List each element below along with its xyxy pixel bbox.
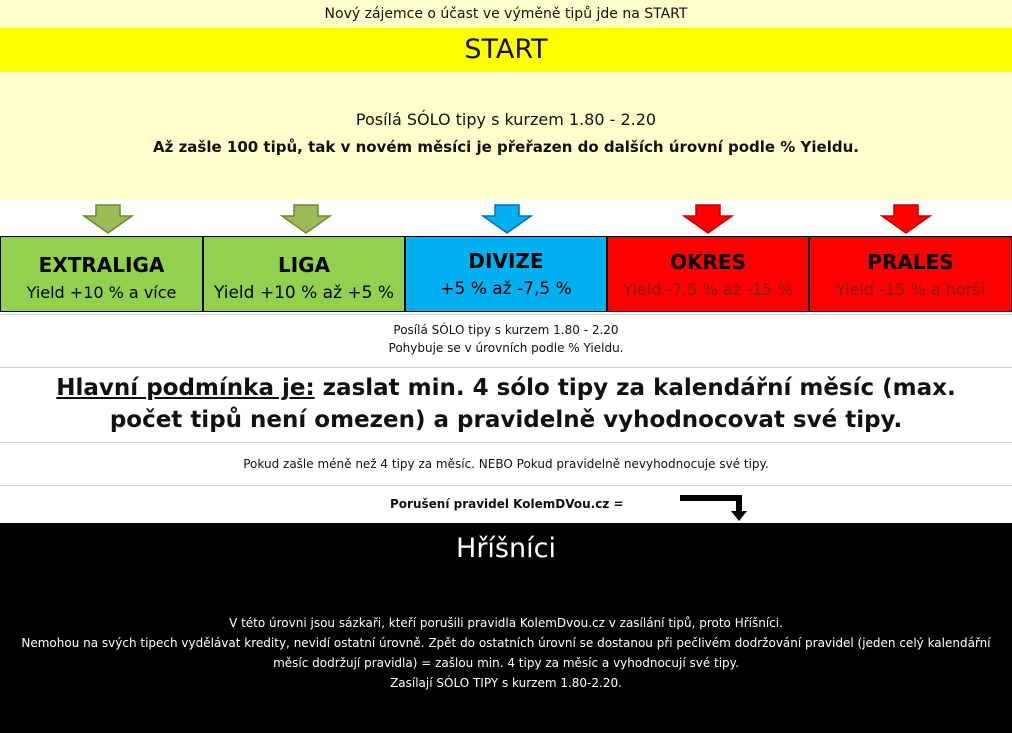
arrow-down-icon [82,204,134,234]
start-promotion-rule: Až zašle 100 tipů, tak v novém měsíci je přeřazen do dalších úrovní podle % Yieldu. [153,138,859,156]
start-title: START [0,28,1012,72]
sinners-line: Nemohou na svých tipech vydělávat kredity, nevidí ostatní úrovně. Zpět do ostatních úrovní se dostanou při pečlivém dodržování pravidel (jeden celý kalendářní [21,636,991,650]
level-name: PRALES [867,250,954,274]
breach-label: Porušení pravidel KolemDVou.cz = [390,497,624,511]
level-name: DIVIZE [468,249,544,273]
level-name: OKRES [670,250,746,274]
level-extraliga [0,236,203,312]
level-liga [203,236,405,312]
level-yield: Yield -15 % a horší [836,280,985,299]
arrow-down-icon [280,204,332,234]
main-condition-text: počet tipů není omezen) a pravidelně vyhodnocovat své tipy. [109,407,903,433]
arrow-down-icon [880,204,932,234]
level-name: EXTRALIGA [38,253,165,277]
sinners-line: V této úrovni jsou sázkaři, kteří porušili pravidla KolemDvou.cz v zasílání tipů, proto Hříšníci. [229,616,783,630]
arrow-down-icon [682,204,734,234]
level-name: LIGA [277,253,331,277]
level-okres [607,236,809,312]
level-yield: +5 % až -7,5 % [440,279,572,299]
sinners-title: Hříšníci [456,533,556,564]
level-prales [809,236,1012,312]
levels-info [0,314,1012,368]
levels-info-line: Posílá SÓLO tipy s kurzem 1.80 - 2.20 [393,323,619,337]
sinners-section [0,523,1012,733]
main-condition [0,368,1012,440]
elbow-arrow-icon [678,488,752,524]
level-yield: Yield +10 % a více [26,283,177,302]
main-condition-text: zaslat min. 4 sólo tipy za kalendářní měsíc (max. [314,375,956,401]
level-divize [405,236,607,312]
sinners-description [0,613,1012,693]
levels-info-line: Pohybuje se v úrovních podle % Yieldu. [388,341,624,355]
top-note: Nový zájemce o účast ve výměně tipů jde na START [0,0,1012,29]
levels-row [0,236,1012,314]
arrow-down-icon [481,204,533,234]
level-arrows [0,204,1012,234]
sinners-line: měsíc dodržují pravidla) = zašlou min. 4 tipy za měsíc a vyhodnocují své tipy. [273,656,739,670]
start-description: Posílá SÓLO tipy s kurzem 1.80 - 2.20 [355,110,657,129]
breach-row [0,486,1012,522]
sinners-line: Zasílají SÓLO TIPY s kurzem 1.80-2.20. [390,676,622,690]
main-condition-label: Hlavní podmínka je: [56,375,315,401]
level-yield: Yield -7,5 % až -15 % [623,280,793,299]
breach-condition: Pokud zašle méně než 4 tipy za měsíc. NEBO Pokud pravidelně nevyhodnocuje své tipy. [0,442,1012,486]
start-section [0,72,1012,200]
level-yield: Yield +10 % až +5 % [213,283,395,303]
